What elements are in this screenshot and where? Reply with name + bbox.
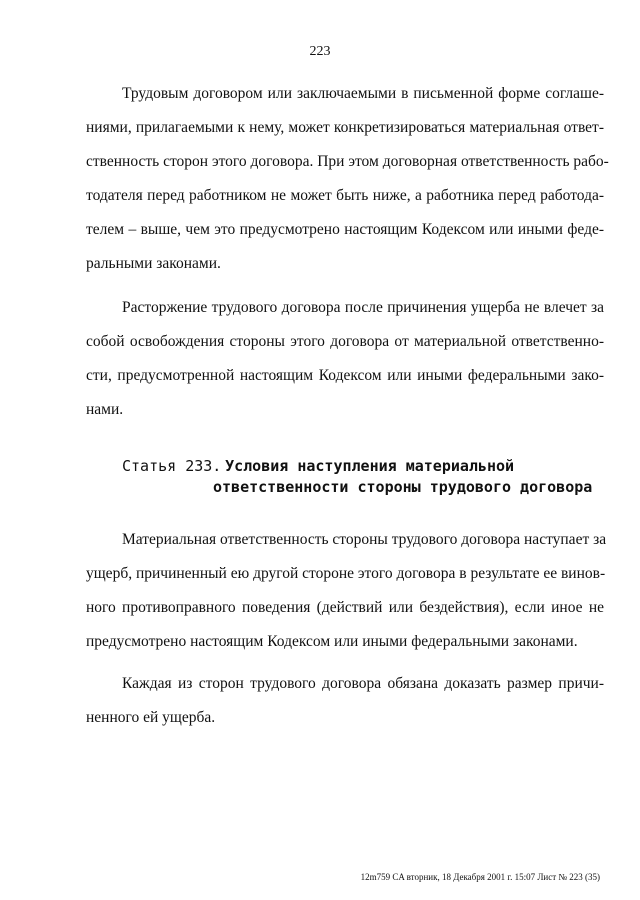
- text-line: Трудовым договором или заключаемыми в письменной форме соглаше-: [122, 85, 604, 102]
- text-line: тодателя перед работником не может быть ниже, а работника перед работода-: [86, 187, 604, 204]
- article-title-line-2: ответственности стороны трудового договора: [213, 478, 593, 496]
- text-line: Каждая из сторон трудового договора обязана доказать размер причи-: [122, 675, 604, 692]
- article-label: Статья 233.: [122, 457, 222, 475]
- page-number: 223: [309, 44, 331, 59]
- text-line: ного противоправного поведения (действий или бездействия), если иное не: [86, 599, 604, 616]
- text-line: ральными законами.: [86, 255, 221, 272]
- text-line: ущерб, причиненный ею другой стороне этого договора в результате ее винов-: [86, 565, 606, 582]
- text-line: ненного ей ущерба.: [86, 709, 216, 726]
- article-title-line-1: Условия наступления материальной: [225, 457, 515, 475]
- text-line: собой освобождения стороны этого договора от материальной ответственно-: [86, 333, 604, 350]
- page-footer: 12m759 CA вторник, 18 Декабря 2001 г. 15:07 Лист № 223 (35): [360, 872, 600, 882]
- text-line: телем – выше, чем это предусмотрено настоящим Кодексом или иными феде-: [86, 221, 604, 238]
- text-line: нами.: [86, 401, 124, 418]
- text-line: Расторжение трудового договора после причинения ущерба не влечет за: [122, 299, 604, 316]
- text-line: предусмотрено настоящим Кодексом или иными федеральными законами.: [86, 633, 578, 650]
- text-line: ниями, прилагаемыми к нему, может конкретизироваться материальная ответ-: [86, 119, 604, 136]
- text-line: ственность сторон этого договора. При этом договорная ответственность рабо-: [86, 153, 609, 170]
- text-line: сти, предусмотренной настоящим Кодексом или иными федеральными зако-: [86, 367, 604, 384]
- text-line: Материальная ответственность стороны трудового договора наступает за: [122, 531, 607, 548]
